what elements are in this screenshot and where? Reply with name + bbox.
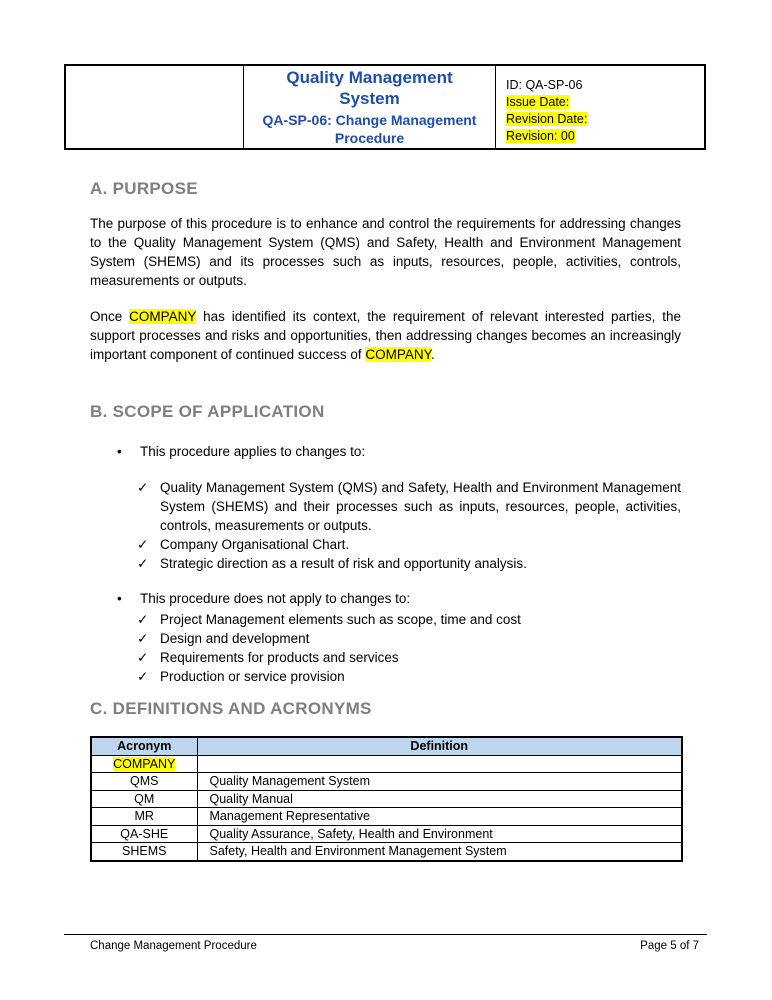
table-row — [91, 843, 682, 861]
document-subtitle: QA-SP-06: Change Management Procedure — [262, 112, 477, 146]
bullet-icon: • — [117, 591, 122, 606]
list-item — [90, 535, 681, 554]
definition-cell — [197, 755, 682, 773]
list-item — [90, 478, 681, 535]
document-header — [64, 64, 706, 150]
applies-intro: This procedure applies to changes to: — [140, 444, 366, 459]
check-icon: ✓ — [137, 480, 149, 495]
list-item — [90, 554, 681, 573]
list-item — [90, 648, 681, 667]
acronym-cell: SHEMS — [91, 843, 197, 861]
footer-row — [64, 935, 707, 952]
applies-item: Strategic direction as a result of risk and opportunity analysis. — [160, 556, 527, 571]
revision-date-line — [506, 111, 694, 128]
not-apply-checklist — [90, 610, 681, 686]
definition-cell: Safety, Health and Environment Management System — [197, 843, 682, 861]
acronym-cell: QMS — [91, 773, 197, 791]
company-highlight: COMPANY — [365, 347, 431, 362]
acronyms-table — [90, 736, 683, 862]
header-meta-cell — [496, 66, 704, 148]
table-row — [91, 825, 682, 843]
document-title: Quality Management System — [286, 68, 453, 108]
table-header-definition: Definition — [197, 737, 682, 755]
table-header-acronym: Acronym — [91, 737, 197, 755]
document-id: ID: QA-SP-06 — [506, 78, 583, 92]
list-item — [90, 442, 681, 461]
paragraph-2-text: Once — [90, 309, 130, 324]
company-highlight: COMPANY — [129, 309, 197, 324]
table-header-row — [91, 737, 682, 755]
applies-checklist — [90, 478, 681, 573]
revision-line — [506, 128, 694, 145]
table-row — [91, 790, 682, 808]
list-item — [90, 589, 681, 608]
check-icon: ✓ — [137, 650, 149, 665]
section-a-heading: A. PURPOSE — [90, 179, 198, 198]
not-apply-intro: This procedure does not apply to changes to: — [140, 591, 411, 606]
not-apply-item: Requirements for products and services — [160, 650, 399, 665]
header-title-cell — [244, 66, 496, 148]
section-c-heading: C. DEFINITIONS AND ACRONYMS — [90, 699, 372, 718]
table-row — [91, 808, 682, 826]
footer-document-name: Change Management Procedure — [90, 940, 257, 952]
list-item — [90, 667, 681, 686]
revision-highlight: Revision: 00 — [506, 129, 575, 143]
check-icon: ✓ — [137, 631, 149, 646]
document-body — [90, 165, 681, 862]
definition-cell: Quality Assurance, Safety, Health and Environment — [197, 825, 682, 843]
list-item — [90, 629, 681, 648]
list-item — [90, 610, 681, 629]
issue-date-highlight: Issue Date: — [506, 95, 570, 109]
table-row — [91, 755, 682, 773]
acronym-cell: QM — [91, 790, 197, 808]
acronym-cell: MR — [91, 808, 197, 826]
paragraph-2-text: . — [430, 347, 435, 362]
applies-item: Quality Management System (QMS) and Safety, Health and Environment Management System (SHEMS) and their processes such as inputs, resources, people, activities, controls, measurements or outputs. — [160, 480, 681, 533]
check-icon: ✓ — [137, 669, 149, 684]
section-b-heading: B. SCOPE OF APPLICATION — [90, 402, 325, 421]
issue-date-line — [506, 94, 694, 111]
check-icon: ✓ — [137, 537, 149, 552]
applies-item: Company Organisational Chart. — [160, 537, 350, 552]
not-apply-item: Production or service provision — [160, 669, 345, 684]
acronym-cell — [91, 755, 197, 773]
bullet-icon: • — [117, 444, 122, 459]
check-icon: ✓ — [137, 612, 149, 627]
not-apply-item: Design and development — [160, 631, 310, 646]
purpose-paragraph-1: The purpose of this procedure is to enhance and control the requirements for addressing changes to the Quality Management System (QMS) and Safety, Health and Environment Management System (SHEMS) and its processes such as inputs, resources, people, activities, controls, measurements or outputs. — [90, 216, 681, 288]
definition-cell: Management Representative — [197, 808, 682, 826]
table-row — [91, 773, 682, 791]
document-footer — [64, 934, 707, 952]
not-apply-item: Project Management elements such as scope, time and cost — [160, 612, 521, 627]
footer-page-number: Page 5 of 7 — [640, 940, 699, 952]
paragraph-2-text: has identified its context, the requirement of relevant interested parties, the support processes and risks and opportunities, then addressing changes becomes an increasingly important component of continued success of — [90, 309, 681, 362]
company-highlight: COMPANY — [113, 756, 176, 771]
acronym-cell: QA-SHE — [91, 825, 197, 843]
definition-cell: Quality Manual — [197, 790, 682, 808]
check-icon: ✓ — [137, 556, 149, 571]
revision-date-highlight: Revision Date: — [506, 112, 588, 126]
definition-cell: Quality Management System — [197, 773, 682, 791]
purpose-paragraph-2 — [90, 307, 681, 364]
logo-cell — [66, 66, 244, 148]
